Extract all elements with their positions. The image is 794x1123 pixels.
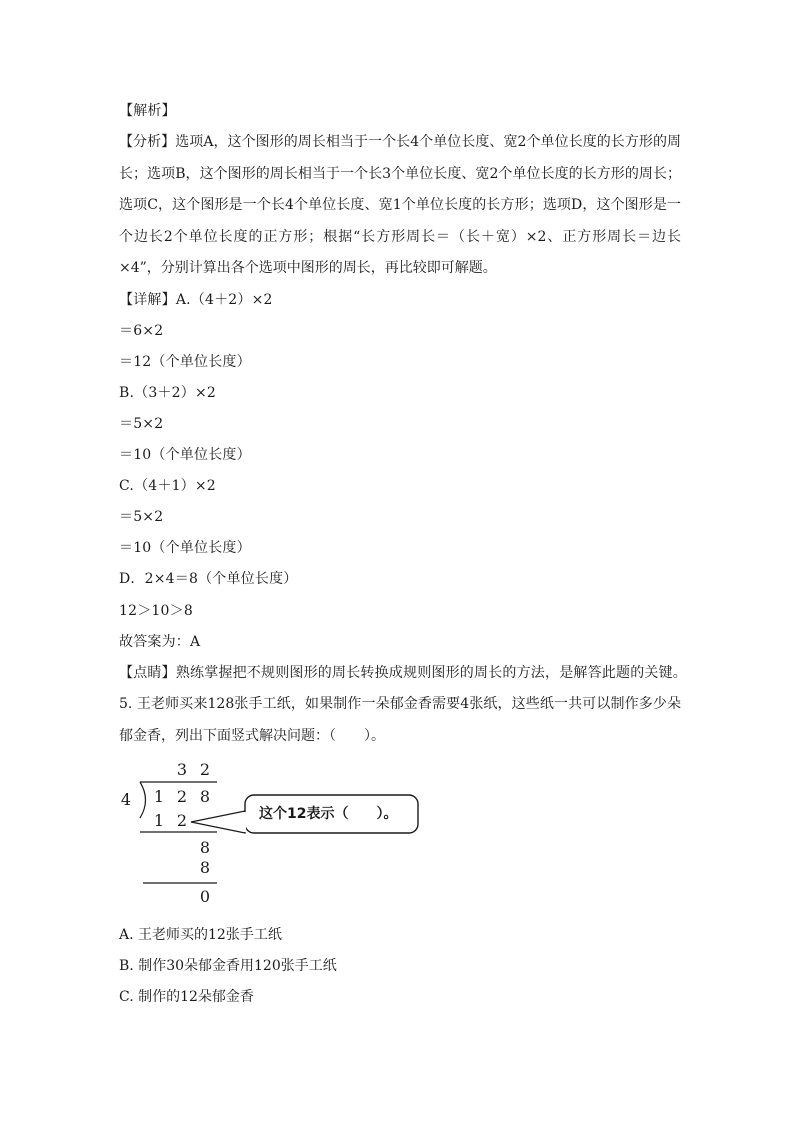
- detail-line-a: [119, 290, 679, 310]
- detail-line: ＝10（个单位长度）: [119, 540, 251, 556]
- detail-line: ＝12（个单位长度）: [119, 354, 251, 370]
- long-division-figure: [115, 755, 445, 915]
- quotient-digit: 3: [176, 760, 188, 779]
- remainder: 0: [199, 887, 211, 906]
- detail-line: ＝6×2: [119, 323, 164, 339]
- question-5-text: 5. 王老师买来128张手工纸，如果制作一朵郁金香需要4张纸，这些纸一共可以制作多少朵郁金香，列出下面竖式解决问题：（ ）。: [119, 696, 681, 744]
- remark-line: [119, 663, 688, 683]
- detail-line: ＝10（个单位长度）: [119, 447, 251, 463]
- division-lines: [115, 755, 445, 915]
- detail-line: A.（4＋2）×2: [175, 292, 273, 308]
- quotient-digit: 2: [199, 760, 211, 779]
- option-b[interactable]: B. 制作30朵郁金香用120张手工纸: [119, 958, 337, 974]
- detail-line: B.（3＋2）×2: [119, 385, 216, 401]
- section-heading: 【解析】: [119, 103, 176, 119]
- step1-digit: 1: [153, 811, 165, 830]
- callout-text: 这个12表示（ ）。: [259, 806, 398, 822]
- analysis-lead: 【分析】: [119, 134, 176, 150]
- remark-lead: 【点睛】: [119, 665, 176, 681]
- dividend-digit: 8: [199, 787, 211, 806]
- option-a[interactable]: A. 王老师买的12张手工纸: [119, 927, 282, 943]
- detail-line: C.（4＋1）×2: [119, 478, 216, 494]
- option-c[interactable]: C. 制作的12朵郁金香: [119, 989, 254, 1005]
- dividend-digit: 2: [176, 787, 188, 806]
- detail-line: D．2×4＝8（个单位长度）: [119, 571, 298, 587]
- detail-lead: 【详解】: [119, 292, 176, 308]
- step2-brought-down: 8: [199, 838, 211, 857]
- answer-line: 故答案为：A: [119, 634, 201, 650]
- callout-pointer: [191, 811, 245, 833]
- division-bracket: [140, 782, 146, 818]
- dividend-digit: 1: [153, 787, 165, 806]
- analysis-text: 选项A，这个图形的周长相当于一个长4个单位长度、宽2个单位长度的长方形的周长；选项B，这个图形的周长相当于一个长3个单位长度、宽2个单位长度的长方形的周长；选项C，这个图形是一个长4个单位长度、宽1个单位长度的长方形；选项D，这个图形是一个边长2个单位长度的正方形；根据“长方形周长＝（长＋宽）×2、正方形周长＝边长×4”，分别计算出各个选项中图形的周长，再比较即可解题。: [119, 134, 681, 276]
- detail-line: ＝5×2: [119, 416, 164, 432]
- detail-line: 12＞10＞8: [119, 603, 193, 619]
- detail-line: ＝5×2: [119, 509, 164, 525]
- analysis-paragraph: [119, 127, 681, 285]
- remark-text: 熟练掌握把不规则图形的周长转换成规则图形的周长的方法，是解答此题的关键。: [175, 665, 688, 681]
- step1-digit: 2: [176, 811, 188, 830]
- step2-product: 8: [199, 858, 211, 877]
- divisor: 4: [120, 790, 132, 809]
